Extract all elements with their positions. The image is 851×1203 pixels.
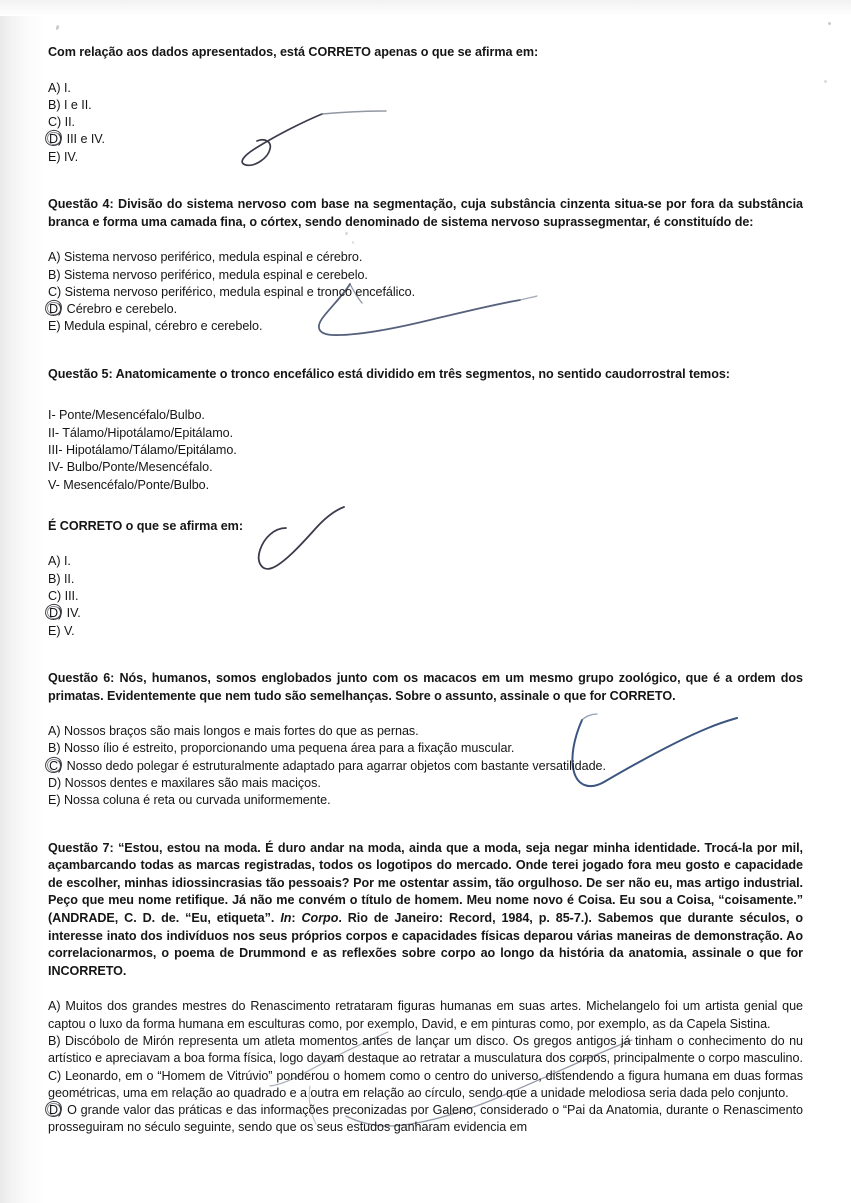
option-text: II.: [64, 115, 76, 130]
option-letter: A): [48, 554, 61, 569]
option-text: Cérebro e cerebelo.: [66, 302, 178, 317]
option-text: IV.: [63, 149, 79, 164]
option-text: Sistema nervoso periférico, medula espinal e tronco encefálico.: [64, 284, 416, 299]
option-row[interactable]: [48, 740, 803, 757]
option-row[interactable]: [48, 588, 803, 605]
scan-top-shadow: [0, 0, 851, 16]
question-7-italic-in: In: [280, 910, 292, 925]
question-7-stem-part2: . Rio de Janeiro: Record, 1984, p. 85-7.). Sabemos que durante séculos, o interesse inato dos indivíduos nos seus próprios corpos e capacidades físicas deparou várias maneiras de demonstração. Ao correlacionarmos, o poema de Drummond e as reflexões sobre corpo ao longo da história da anatomia, assinale o que for INCORRETO.: [48, 910, 803, 978]
option-text: O grande valor das práticas e das informações preconizadas por Galeno, considerado o “Pai da Anatomia, durante o Renascimento prosseguiram no século seguinte, sendo que os seus estudos ganharam evidencia em: [48, 1103, 803, 1135]
question-5-statements: [48, 407, 803, 493]
option-text: IV.: [66, 606, 81, 621]
spacer: [48, 231, 803, 249]
option-row[interactable]: [48, 97, 803, 114]
option-row[interactable]: [48, 80, 803, 97]
option-text: II.: [63, 571, 75, 586]
question-7-colon: :: [291, 910, 302, 925]
spacer: [48, 336, 803, 366]
option-letter: C): [48, 1068, 62, 1083]
option-text: III.: [64, 589, 79, 604]
option-row[interactable]: [48, 571, 803, 588]
circled-option-letter: D): [48, 301, 63, 318]
question-5-options: [48, 553, 803, 639]
circled-option-letter: C): [48, 758, 63, 775]
option-row-selected[interactable]: [48, 1102, 803, 1137]
option-row[interactable]: [48, 114, 803, 131]
option-letter: B): [48, 97, 61, 112]
option-row-selected[interactable]: [48, 605, 803, 622]
circled-option-letter: D): [48, 605, 63, 622]
option-letter: D): [48, 775, 62, 790]
option-row[interactable]: [48, 318, 803, 335]
question-4-stem: Questão 4: Divisão do sistema nervoso com base na segmentação, cuja substância cinzenta situa-se por fora da substância branca e forma uma camada fina, o córtex, sendo denominado de sistema nervoso suprassegmentar, é constituído de:: [48, 197, 803, 229]
option-row[interactable]: [48, 723, 803, 740]
option-text: Sistema nervoso periférico, medula espinal e cerebelo.: [63, 267, 368, 282]
spacer: [48, 980, 803, 998]
option-row-selected[interactable]: [48, 131, 803, 148]
option-row[interactable]: [48, 623, 803, 640]
option-letter: C): [48, 284, 62, 299]
scan-speck: [55, 25, 60, 31]
option-row[interactable]: [48, 792, 803, 809]
spacer: [48, 494, 803, 518]
option-row[interactable]: [48, 998, 803, 1033]
option-text: Nossa coluna é reta ou curvada uniformemente.: [63, 793, 331, 808]
spacer: [48, 535, 803, 553]
option-letter: B): [48, 1033, 61, 1048]
option-letter: E): [48, 149, 61, 164]
circled-option-letter: D): [48, 131, 63, 148]
scan-speck: [828, 22, 831, 25]
option-letter: A): [48, 250, 61, 265]
option-letter: A): [48, 80, 61, 95]
statement-row: V- Mesencéfalo/Ponte/Bulbo.: [48, 477, 210, 492]
question-7-stem-part1: Questão 7: “Estou, estou na moda. É duro andar na moda, ainda que a moda, seja negar minha identidade. Trocá-la por mil, açambarcando todas as marcas registradas, todos os logotipos do mercado. Onde terei jogado fora meu gosto e capacidade de escolher, minhas idiossincrasias tão pessoais? Por me ostentar assim, tão orgulhoso. De ser não eu, mas artigo industrial. Peço que meu nome retifique. Já não me convém o título de homem. Meu nome novo é Coisa. Eu sou a Coisa, “coisamente.” (ANDRADE, C. D. de. “Eu, etiqueta”.: [48, 840, 803, 925]
option-text: Discóbolo de Mirón representa um atleta momentos antes de lançar um disco. Os gregos antigos já tinham o conhecimento do nu artístico e apreciavam a boa forma física, logo davam destaque ao retratar a musculatura dos corpos, principalmente o corpo masculino.: [48, 1033, 803, 1066]
option-text: Nossos braços são mais longos e mais fortes do que as pernas.: [63, 724, 419, 739]
exam-content: [48, 44, 803, 1137]
statement-row: IV- Bulbo/Ponte/Mesencéfalo.: [48, 460, 213, 475]
scan-speck: [824, 80, 827, 83]
option-letter: E): [48, 319, 61, 334]
option-letter: B): [48, 571, 61, 586]
question-6-stem: Questão 6: Nós, humanos, somos englobados junto com os macacos em um mesmo grupo zoológico, que é a ordem dos primatas. Evidentemente que nem tudo são semelhanças. Sobre o assunto, assinale o que for CORRETO.: [48, 670, 803, 703]
question-3-options: [48, 80, 803, 166]
spacer: [48, 166, 803, 196]
option-text: I.: [63, 80, 71, 95]
option-text: Sistema nervoso periférico, medula espinal e cérebro.: [63, 250, 363, 265]
spacer: [48, 705, 803, 723]
option-text: Nosso ílio é estreito, proporcionando uma pequena área para a fixação muscular.: [63, 741, 515, 756]
statement-row: I- Ponte/Mesencéfalo/Bulbo.: [48, 408, 205, 423]
option-text: Leonardo, em o “Homem de Vitrúvio” ponderou o homem como o centro do universo, distendendo a figura humana em duas formas geométricas, uma em relação ao quadrado e a outra em relação ao círculo, sendo que a unidade melodiosa seria dada pelo conjunto.: [48, 1068, 803, 1100]
option-text: I.: [63, 554, 71, 569]
question-4-options: [48, 249, 803, 335]
option-row[interactable]: [48, 1068, 803, 1103]
option-row-selected[interactable]: [48, 758, 803, 775]
option-text: Muitos dos grandes mestres do Renascimento retrataram figuras humanas em suas artes. Michelangelo foi um artista genial que captou o luxo da forma humana em esculturas como, por exemplo, David, e em pinturas como, por exemplo, as da Capela Sistina.: [48, 999, 804, 1031]
question-7-stem: [48, 840, 803, 981]
question-7-options: [48, 998, 803, 1136]
spacer: [48, 62, 803, 80]
statement-row: III- Hipotálamo/Tálamo/Epitálamo.: [48, 442, 237, 457]
option-text: III e IV.: [66, 132, 105, 147]
question-7-italic-corpo: Corpo: [301, 910, 339, 925]
spacer: [48, 383, 803, 407]
spacer: [48, 640, 803, 670]
option-letter: C): [48, 115, 62, 130]
option-row[interactable]: [48, 284, 803, 301]
scan-left-shadow: [0, 0, 46, 1203]
option-row[interactable]: [48, 267, 803, 284]
spacer: [48, 810, 803, 840]
question-5-stem: Questão 5: Anatomicamente o tronco encefálico está dividido em três segmentos, no sentido caudorrostral temos:: [48, 366, 730, 381]
question-5-prompt: É CORRETO o que se afirma em:: [48, 518, 243, 533]
option-letter: A): [48, 724, 61, 739]
question-6-options: [48, 723, 803, 809]
option-row-selected[interactable]: [48, 301, 803, 318]
option-text: Nossos dentes e maxilares são mais maciços.: [64, 775, 321, 790]
option-text: Medula espinal, cérebro e cerebelo.: [63, 319, 263, 334]
option-letter: A): [48, 999, 61, 1014]
option-row[interactable]: [48, 775, 803, 792]
option-row[interactable]: [48, 1033, 803, 1068]
option-letter: E): [48, 623, 61, 638]
option-text: I e II.: [63, 97, 92, 112]
option-row[interactable]: [48, 249, 803, 266]
option-letter: E): [48, 793, 61, 808]
option-text: Nosso dedo polegar é estruturalmente adaptado para agarrar objetos com bastante versatilidade.: [66, 758, 606, 773]
option-letter: B): [48, 267, 61, 282]
statement-row: II- Tálamo/Hipotálamo/Epitálamo.: [48, 425, 234, 440]
question-3-lead: Com relação aos dados apresentados, está CORRETO apenas o que se afirma em:: [48, 45, 539, 59]
option-text: V.: [63, 623, 75, 638]
option-letter: B): [48, 741, 61, 756]
option-row[interactable]: [48, 553, 803, 570]
circled-option-letter: D): [48, 1102, 63, 1119]
option-row[interactable]: [48, 149, 803, 166]
option-letter: C): [48, 589, 62, 604]
